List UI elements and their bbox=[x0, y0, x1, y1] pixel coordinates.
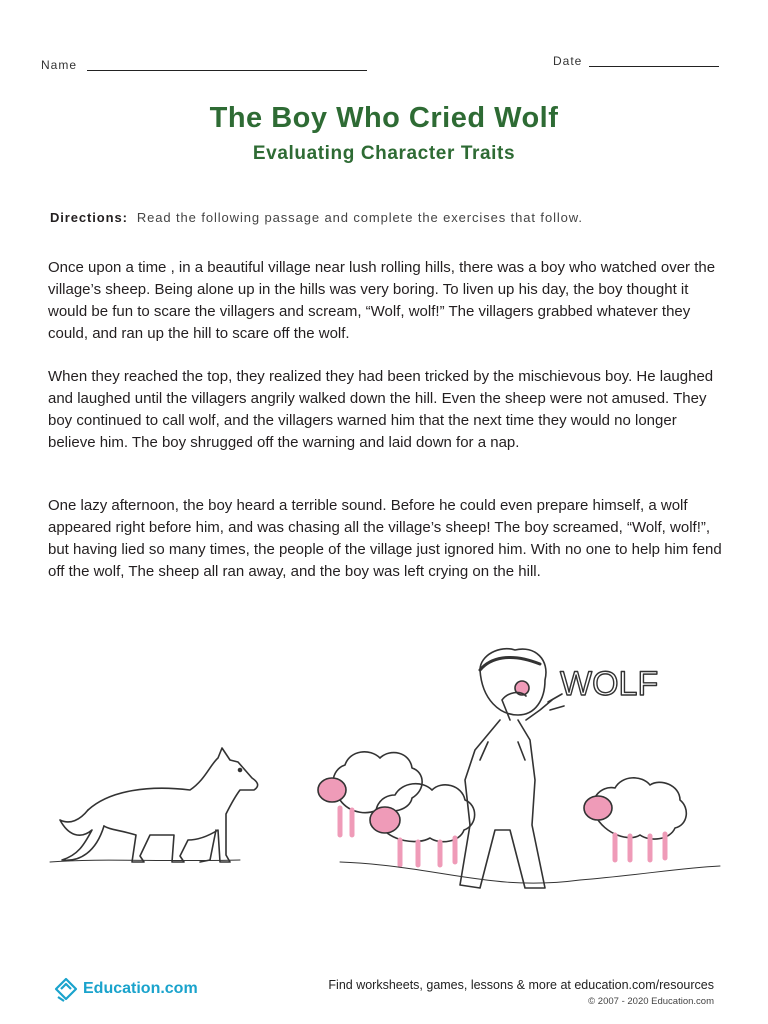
date-field[interactable] bbox=[589, 66, 719, 67]
speech-text: WOLF bbox=[560, 665, 659, 703]
boy-drawing bbox=[460, 649, 552, 888]
page-subtitle: Evaluating Character Traits bbox=[252, 143, 516, 164]
passage-paragraph-2: When they reached the top, they realized they had been tricked by the mischievous boy. He laughed and laughed until the villagers angrily walked down the hill. Even the sheep were not amused. They boy continued to call wolf, and the villagers warned him that the next time they would no longer believe him. The boy shrugged off the warning and laid down for a nap. bbox=[48, 368, 714, 451]
copyright-text: © 2007 - 2020 Education.com bbox=[588, 996, 714, 1007]
directions-text: Read the following passage and complete the exercises that follow. bbox=[136, 210, 583, 225]
name-field[interactable] bbox=[87, 70, 367, 71]
story-illustration bbox=[40, 630, 730, 915]
directions-label: Directions: bbox=[50, 210, 128, 225]
passage-paragraph-1: Once upon a time , in a beautiful village near lush rolling hills, there was a boy who watched over the village’s sheep. Being alone up in the hills was very boring. To liven up his day, the boy thought it would be fun to scare the villagers and scream, “Wolf, wolf!” The villagers grabbed whatever they could, and ran up the hill to scare off the wolf. bbox=[48, 259, 716, 342]
sheep-drawing-3 bbox=[584, 778, 686, 860]
logo-text: Education.com bbox=[83, 980, 198, 997]
sheep-drawing-2 bbox=[370, 784, 475, 865]
directions bbox=[50, 210, 583, 225]
page-title: The Boy Who Cried Wolf bbox=[209, 102, 559, 134]
wolf-drawing bbox=[60, 748, 258, 862]
education-logo[interactable] bbox=[52, 975, 198, 1003]
passage-paragraph-3: One lazy afternoon, the boy heard a terrible sound. Before he could even prepare himself, a wolf appeared right before him, and was chasing all the village’s sheep! The boy screamed, “Wolf, wolf!”, but having lied so many times, the people of the village just ignored him. With no one to help him fend off the wolf, The sheep all ran away, and the boy was left crying on the hill. bbox=[48, 497, 722, 580]
date-label: Date bbox=[553, 54, 583, 68]
name-label: Name bbox=[41, 58, 78, 72]
education-logo-icon bbox=[52, 975, 80, 1003]
footer-resources-text[interactable]: Find worksheets, games, lessons & more at education.com/resources bbox=[328, 978, 714, 992]
